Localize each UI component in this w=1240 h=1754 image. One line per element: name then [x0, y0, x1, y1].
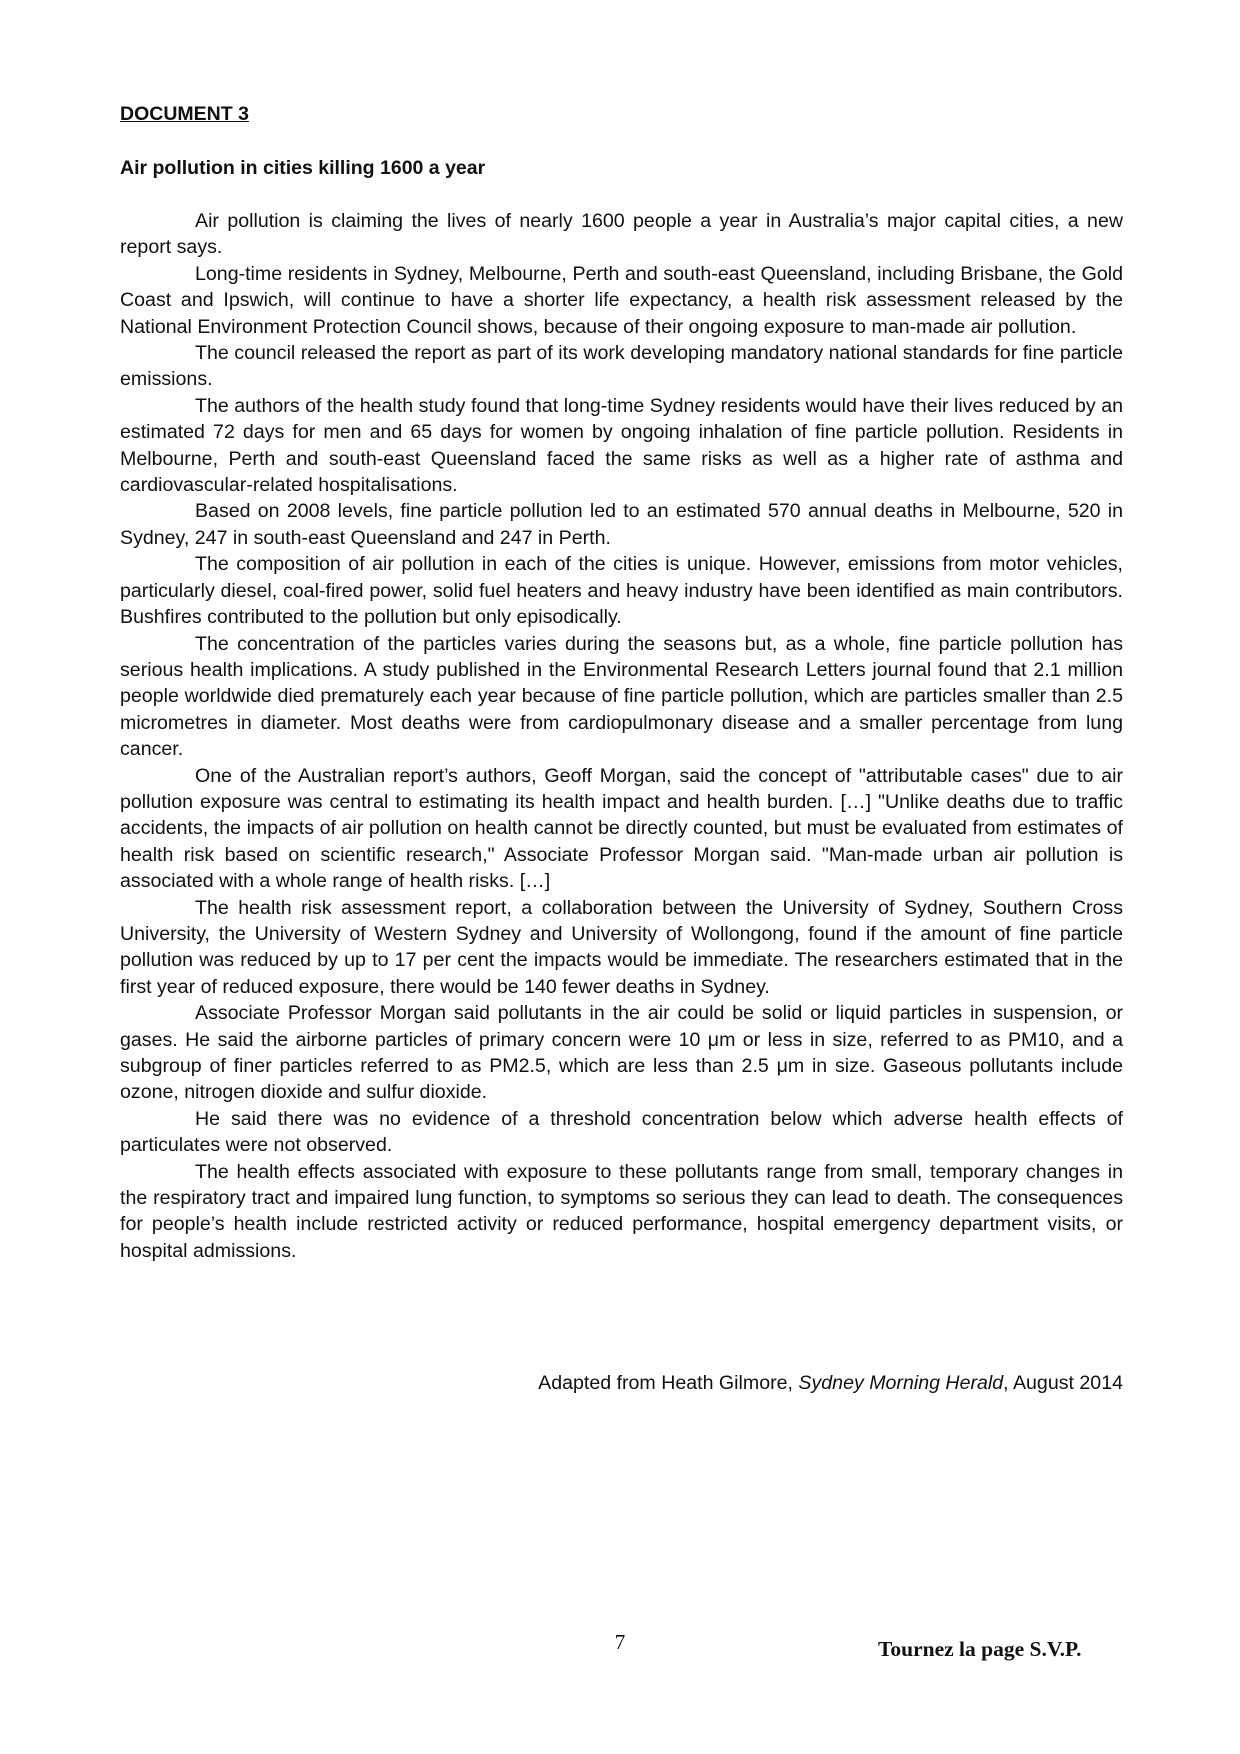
page-number: 7 [614, 1630, 626, 1654]
article-paragraph: The health risk assessment report, a collaboration between the University of Sydney, Southern Cross University, the University of Western Sydney and University of Wollongong, found if the amount of fine particle pollution was reduced by up to 17 per cent the impacts would be immediate. The researchers estimated that in the first year of reduced exposure, there would be 140 fewer deaths in Sydney. [120, 896, 1123, 998]
article-paragraph: Associate Professor Morgan said pollutants in the air could be solid or liquid particles in suspension, or gases. He said the airborne particles of primary concern were 10 μm or less in size, referred to as PM10, and a subgroup of finer particles referred to as PM2.5, which are less than 2.5 μm in size. Gaseous pollutants include ozone, nitrogen dioxide and sulfur dioxide. [120, 1002, 1123, 1104]
article-paragraph: He said there was no evidence of a threshold concentration below which adverse health effects of particulates were not observed. [120, 1107, 1123, 1157]
article-paragraph: Air pollution is claiming the lives of nearly 1600 people a year in Australia’s major capital cities, a new report says. [120, 210, 1123, 259]
source-suffix: , August 2014 [1003, 1372, 1123, 1394]
article-paragraph: The authors of the health study found that long-time Sydney residents would have their lives reduced by an estimated 72 days for men and 65 days for women by ongoing inhalation of fine particle pollution. Residents in Melbourne, Perth and south-east Queensland faced the same risks as well as a higher rate of asthma and cardiovascular-related hospitalisations. [120, 394, 1123, 497]
article-paragraph: Long-time residents in Sydney, Melbourne, Perth and south-east Queensland, including Brisbane, the Gold Coast and Ipswich, will continue to have a shorter life expectancy, a health risk assessment released by the National Environment Protection Council shows, because of their ongoing exposure to man-made air pollution. [120, 262, 1123, 338]
source-prefix: Adapted from Heath Gilmore, [538, 1372, 799, 1394]
article-paragraph: The concentration of the particles varies during the seasons but, as a whole, fine particle pollution has serious health implications. A study published in the Environmental Research Letters journal found that 2.1 million people worldwide died prematurely each year because of fine particle pollution, which are particles smaller than 2.5 micrometres in diameter. Most deaths were from cardiopulmonary disease and a smaller percentage from lung cancer. [120, 632, 1123, 761]
turn-page-note: Tournez la page S.V.P. [878, 1637, 1082, 1661]
article-headline: Air pollution in cities killing 1600 a year [120, 157, 486, 179]
article-paragraph: The composition of air pollution in each of the cities is unique. However, emissions from motor vehicles, particularly diesel, coal-fired power, solid fuel heaters and heavy industry have been identified as main contributors. Bushfires contributed to the pollution but only episodically. [120, 553, 1123, 629]
source-attribution [120, 1372, 1123, 1395]
document-label: DOCUMENT 3 [120, 103, 249, 125]
article-paragraph: Based on 2008 levels, fine particle pollution led to an estimated 570 annual deaths in Melbourne, 520 in Sydney, 247 in south-east Queensland and 247 in Perth. [120, 500, 1123, 549]
source-publication: Sydney Morning Herald [798, 1372, 1004, 1394]
article-body [120, 208, 1123, 1264]
article-paragraph: The health effects associated with exposure to these pollutants range from small, temporary changes in the respiratory tract and impaired lung function, to symptoms so serious they can lead to death. The consequences for people’s health include restricted activity or reduced performance, hospital emergency department visits, or hospital admissions. [120, 1160, 1123, 1262]
article-paragraph: One of the Australian report’s authors, Geoff Morgan, said the concept of "attributable cases" due to air pollution exposure was central to estimating its health impact and health burden. […] "Unlike deaths due to traffic accidents, the impacts of air pollution on health cannot be directly counted, but must be evaluated from estimates of health risk based on scientific research," Associate Professor Morgan said. "Man-made urban air pollution is associated with a whole range of health risks. […] [120, 764, 1123, 893]
article-paragraph: The council released the report as part of its work developing mandatory national standards for fine particle emissions. [120, 342, 1123, 391]
